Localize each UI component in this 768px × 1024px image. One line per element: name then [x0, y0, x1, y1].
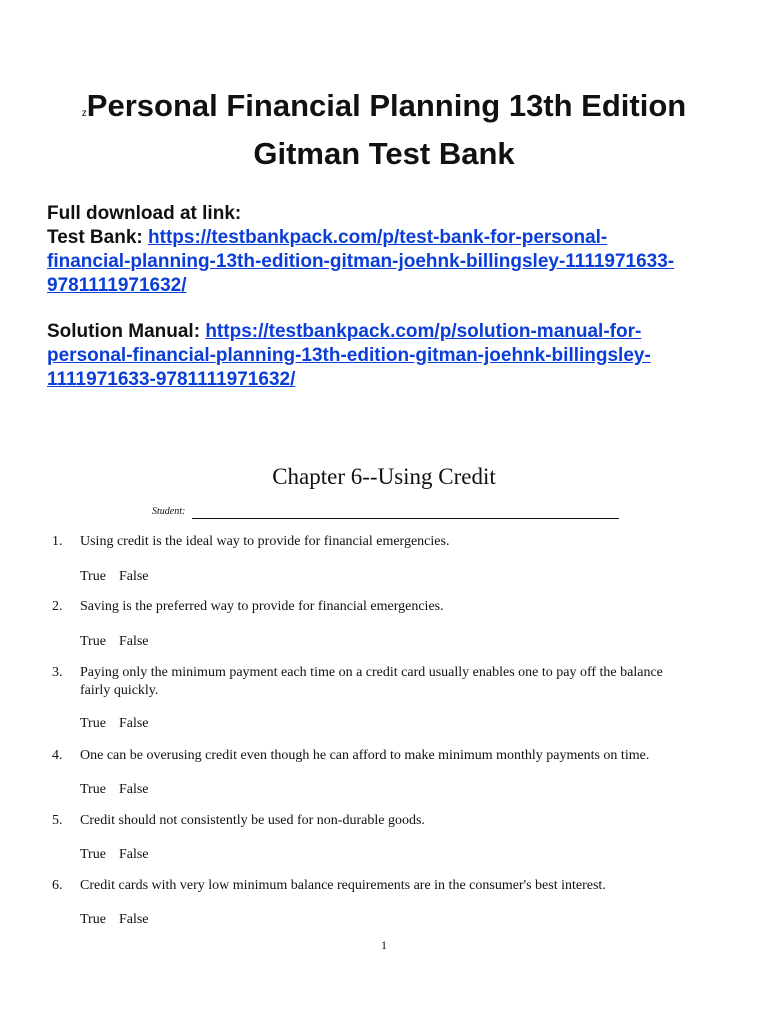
true-option[interactable]: True [80, 716, 106, 731]
title-line-1-text: Personal Financial Planning 13th Edition [86, 88, 687, 123]
test-bank-link-line-3 [47, 274, 727, 298]
question-text [80, 598, 720, 616]
true-false-options [80, 911, 149, 929]
question-number: 4. [52, 748, 63, 763]
true-false-options [80, 568, 149, 586]
true-option[interactable]: True [80, 782, 106, 797]
true-false-options [80, 715, 149, 733]
question-number: 1. [52, 534, 63, 549]
false-option[interactable]: False [118, 716, 149, 731]
page-number: 1 [381, 938, 387, 952]
question-number: 6. [52, 878, 63, 893]
false-option[interactable]: False [118, 569, 149, 584]
question-number: 2. [52, 599, 63, 614]
question-text-line: fairly quickly. [80, 683, 159, 698]
true-false-options [80, 781, 149, 799]
student-name-line [192, 518, 619, 519]
false-option[interactable]: False [118, 912, 149, 927]
true-option[interactable]: True [80, 634, 106, 649]
question-text [80, 812, 720, 830]
true-option[interactable]: True [80, 569, 106, 584]
solution-link-part-3[interactable]: 1111971633-9781111971632/ [47, 369, 296, 390]
test-bank-link-line-2 [47, 250, 727, 274]
true-option[interactable]: True [80, 847, 106, 862]
test-bank-link-part-1[interactable]: https://testbankpack.com/p/test-bank-for-personal- [148, 227, 608, 248]
question-text [80, 533, 720, 551]
question-text-line: Credit should not consistently be used for non-durable goods. [80, 813, 425, 828]
false-option[interactable]: False [118, 847, 149, 862]
question-text-line: Using credit is the ideal way to provide for financial emergencies. [80, 534, 450, 549]
question-text-line: Paying only the minimum payment each time on a credit card usually enables one to pay off the balance [80, 665, 663, 680]
test-bank-link-part-3[interactable]: 9781111971632/ [47, 275, 187, 296]
student-label: Student: [152, 506, 186, 517]
true-option[interactable]: True [80, 912, 106, 927]
solution-link-part-1[interactable]: https://testbankpack.com/p/solution-manual-for- [205, 321, 642, 342]
question-number: 5. [52, 813, 63, 828]
title-mark: z [81, 108, 87, 119]
download-block [47, 202, 727, 298]
question-text [80, 877, 720, 895]
true-false-options [80, 633, 149, 651]
question-text-line: Saving is the preferred way to provide for financial emergencies. [80, 599, 444, 614]
test-bank-link-part-2[interactable]: financial-planning-13th-edition-gitman-joehnk-billingsley-1111971633- [47, 251, 675, 272]
question-text [80, 664, 720, 700]
test-bank-label: Test Bank: [47, 227, 149, 248]
chapter-title: Chapter 6--Using Credit [272, 464, 496, 489]
test-bank-link-line-1 [47, 226, 727, 250]
true-false-options [80, 846, 149, 864]
document-title [40, 86, 728, 174]
question-text [80, 747, 720, 765]
download-heading: Full download at link: [47, 203, 242, 224]
solution-link-line-1 [47, 320, 727, 344]
solution-label: Solution Manual: [47, 321, 206, 342]
solution-link-line-2 [47, 344, 727, 368]
title-line-1 [40, 86, 728, 134]
solution-block [47, 320, 727, 392]
title-line-2: Gitman Test Bank [253, 136, 515, 171]
question-text-line: Credit cards with very low minimum balance requirements are in the consumer's best interest. [80, 878, 606, 893]
solution-link-part-2[interactable]: personal-financial-planning-13th-edition-gitman-joehnk-billingsley- [47, 345, 651, 366]
solution-link-line-3 [47, 368, 727, 392]
false-option[interactable]: False [118, 634, 149, 649]
question-text-line: One can be overusing credit even though he can afford to make minimum monthly payments on time. [80, 748, 650, 763]
false-option[interactable]: False [118, 782, 149, 797]
question-number: 3. [52, 665, 63, 680]
